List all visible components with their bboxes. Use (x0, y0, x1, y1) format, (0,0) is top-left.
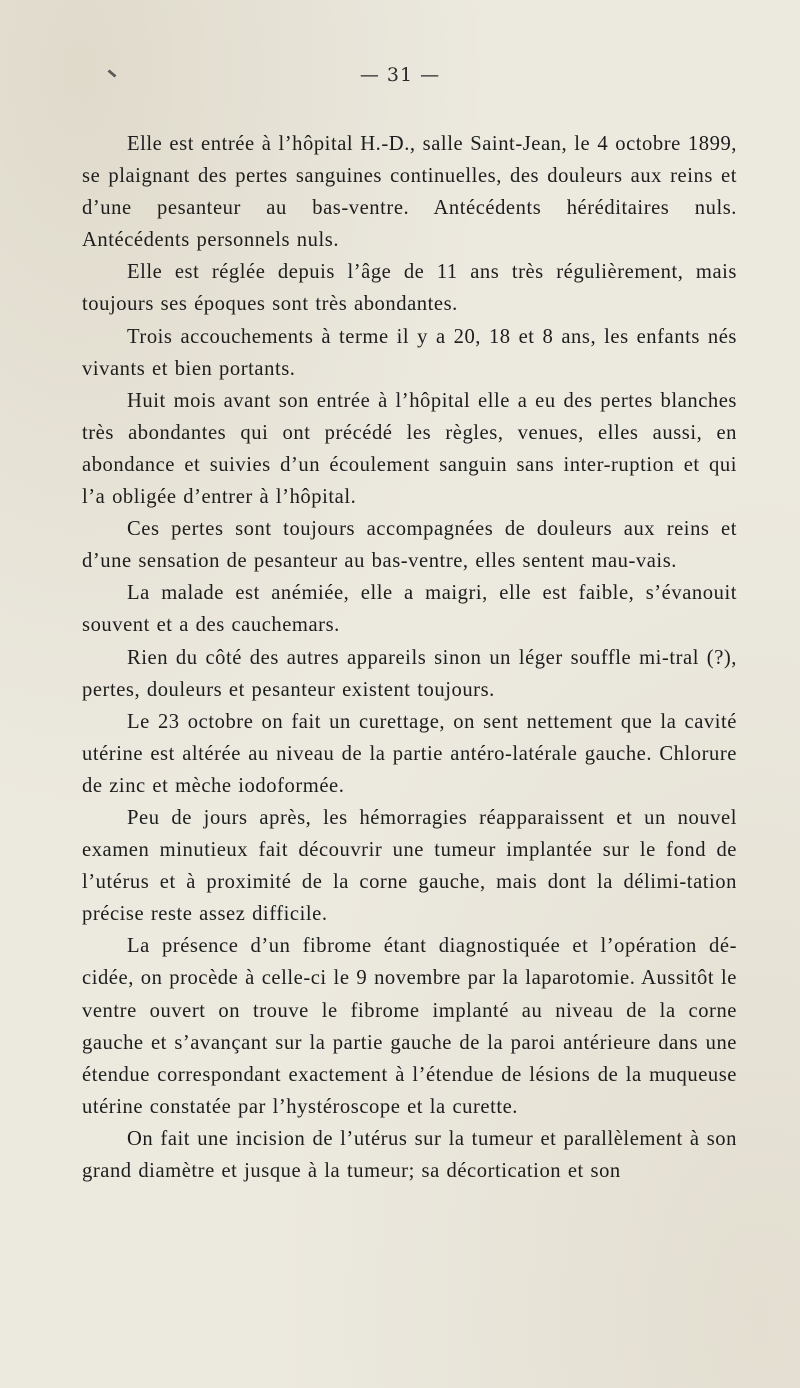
paragraph-other-systems: Rien du côté des autres appareils sinon un léger souffle mi-tral (?), pertes, douleurs et pesanteur existent toujours. (82, 646, 737, 701)
body-text (82, 128, 737, 1187)
paragraph-tumor-discovery: Peu de jours après, les hémorragies réapparaissent et un nouvel examen minutieux fait découvrir une tumeur implantée sur le fond de l’utérus et à proximité de la corne gauche, mais dont la délimi-tation précise reste assez difficile. (82, 806, 737, 926)
paragraph-births: Trois accouchements à terme il y a 20, 18 et 8 ans, les enfants nés vivants et bien portants. (82, 325, 737, 380)
paragraph-history: Huit mois avant son entrée à l’hôpital elle a eu des pertes blanches très abondantes qui ont précédé les règles, venues, elles aussi, en abondance et suivies d’un écoulement sanguin sans inter-ruption et qui l’a obligée d’entrer à l’hôpital. (82, 389, 737, 509)
paragraph-curettage: Le 23 octobre on fait un curettage, on sent nettement que la cavité utérine est altérée au niveau de la partie antéro-latérale gauche. Chlorure de zinc et mèche iodoformée. (82, 710, 737, 797)
paragraph-incision: On fait une incision de l’utérus sur la tumeur et parallèlement à son grand diamètre et jusque à la tumeur; sa décortication et son (82, 1127, 737, 1182)
paragraph-symptoms: Ces pertes sont toujours accompagnées de douleurs aux reins et d’une sensation de pesanteur au bas-ventre, elles sentent mau-vais. (82, 518, 737, 573)
page-number: — 31 — (359, 64, 441, 86)
paragraph-anemia: La malade est anémiée, elle a maigri, elle est faible, s’évanouit souvent et a des cauchemars. (82, 582, 737, 637)
paragraph-admission: Elle est entrée à l’hôpital H.-D., salle Saint-Jean, le 4 octobre 1899, se plaignant des pertes sanguines continuelles, des douleurs aux reins et d’une pesanteur au bas-ventre. Antécédents héréditaires nuls. Antécédents personnels nuls. (82, 133, 737, 252)
paragraph-menstruation: Elle est réglée depuis l’âge de 11 ans très régulièrement, mais toujours ses époques sont très abondantes. (82, 261, 737, 316)
paragraph-operation: La présence d’un fibrome étant diagnostiquée et l’opération dé-cidée, on procède à celle-ci le 9 novembre par la laparotomie. Aussitôt le ventre ouvert on trouve le fibrome implanté au niveau de la corne gauche et s’avançant sur la partie gauche de la paroi antérieure dans une étendue correspondant exactement à l’étendue de lésions de la muqueuse utérine constatée par l’hystéroscope et la curette. (82, 935, 737, 1118)
